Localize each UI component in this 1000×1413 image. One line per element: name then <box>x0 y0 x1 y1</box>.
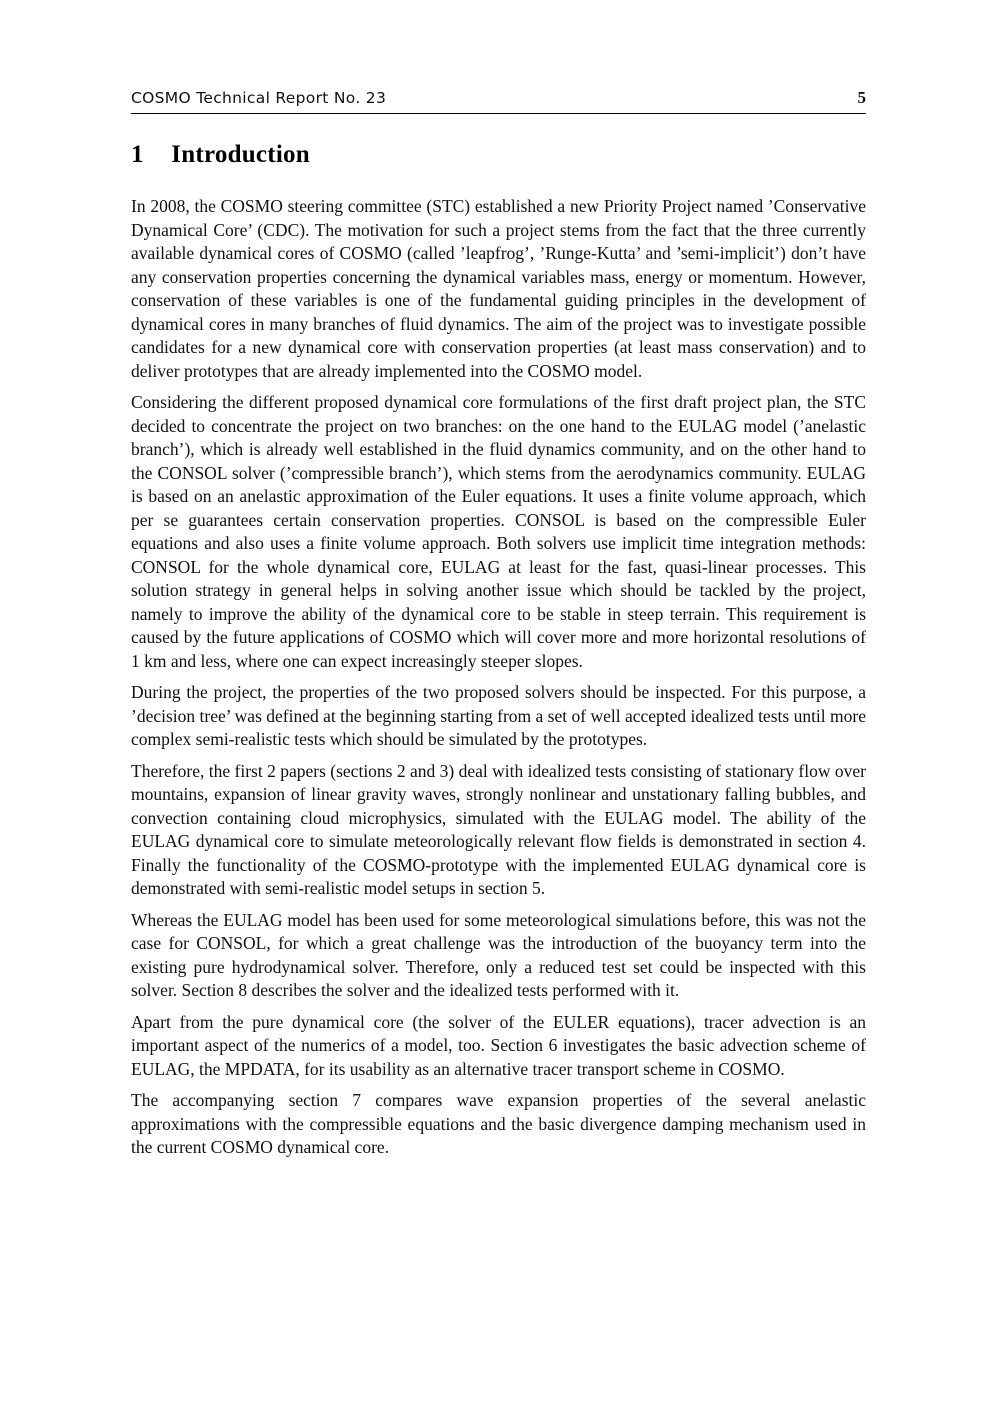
section-heading <box>131 141 866 169</box>
section-number: 1 <box>131 141 144 168</box>
page-number: 5 <box>857 88 866 107</box>
paragraph-consol-tests: Whereas the EULAG model has been used for some meteorological simulations before, this was not the case for CONSOL, for which a great challenge was the introduction of the buoyancy term into the existing pure hydrodynamical solver. Therefore, only a reduced test set could be inspected with this solver. Section 8 describes the solver and the idealized tests performed with it. <box>131 909 866 1000</box>
paragraph-idealized-tests: Therefore, the first 2 papers (sections 2 and 3) deal with idealized tests consisting of stationary flow over mountains, expansion of linear gravity waves, strongly nonlinear and unstationary falling bubbles, and convection containing cloud microphysics, simulated with the EULAG model. The ability of the EULAG dynamical core to simulate meteorologically relevant flow fields is demonstrated in section 4. Finally the functionality of the COSMO-prototype with the implemented EULAG dynamical core is demonstrated with semi-realistic model setups in section 5. <box>131 760 866 898</box>
running-header <box>131 88 866 114</box>
paragraph-two-branches: Considering the different proposed dynamical core formulations of the first draft project plan, the STC decided to concentrate the project on two branches: on the one hand to the EULAG model (’anelastic branch’), which is already well established in the fluid dynamics community, and on the other hand to the CONSOL solver (’compressible branch’), which stems from the aerodynamics community. EULAG is based on an anelastic approximation of the Euler equations. It uses a finite volume approach, which per se guarantees certain conservation properties. CONSOL is based on the compressible Euler equations and also uses a finite volume approach. Both solvers use implicit time integration methods: CONSOL for the whole dynamical core, EULAG at least for the fast, quasi-linear processes. This solution strategy in general helps in solving another issue which should be tackled by the project, namely to improve the ability of the dynamical core to be stable in steep terrain. This requirement is caused by the future applications of COSMO which will cover more and more horizontal resolutions of 1 km and less, where one can expect increasingly steeper slopes. <box>131 392 866 671</box>
paragraph-wave-expansion: The accompanying section 7 compares wave expansion properties of the several anelastic approximations with the compressible equations and the basic divergence damping mechanism used in the current COSMO dynamical core. <box>131 1090 866 1157</box>
paragraph-tracer-advection: Apart from the pure dynamical core (the solver of the EULER equations), tracer advection is an important aspect of the numerics of a model, too. Section 6 investigates the basic advection scheme of EULAG, the MPDATA, for its usability as an alternative tracer transport scheme in COSMO. <box>131 1011 866 1079</box>
section-title: Introduction <box>171 141 310 168</box>
paragraph-intro-project: In 2008, the COSMO steering committee (STC) established a new Priority Project named ’Conservative Dynamical Core’ (CDC). The motivation for such a project stems from the fact that the three currently available dynamical cores of COSMO (called ’leapfrog’, ’Runge-Kutta’ and ’semi-implicit’) don’t have any conservation properties concerning the dynamical variables mass, energy or momentum. However, conservation of these variables is one of the fundamental guiding principles in the development of dynamical cores in many branches of fluid dynamics. The aim of the project was to investigate possible candidates for a new dynamical core with conservation properties (at least mass conservation) and to deliver prototypes that are already implemented into the COSMO model. <box>131 196 866 381</box>
section-body <box>131 195 866 1160</box>
paragraph-decision-tree: During the project, the properties of the two proposed solvers should be inspected. For this purpose, a ’decision tree’ was defined at the beginning starting from a set of well accepted idealized tests until more complex semi-realistic tests which should be simulated by the prototypes. <box>131 682 866 749</box>
report-title: COSMO Technical Report No. 23 <box>131 89 387 107</box>
